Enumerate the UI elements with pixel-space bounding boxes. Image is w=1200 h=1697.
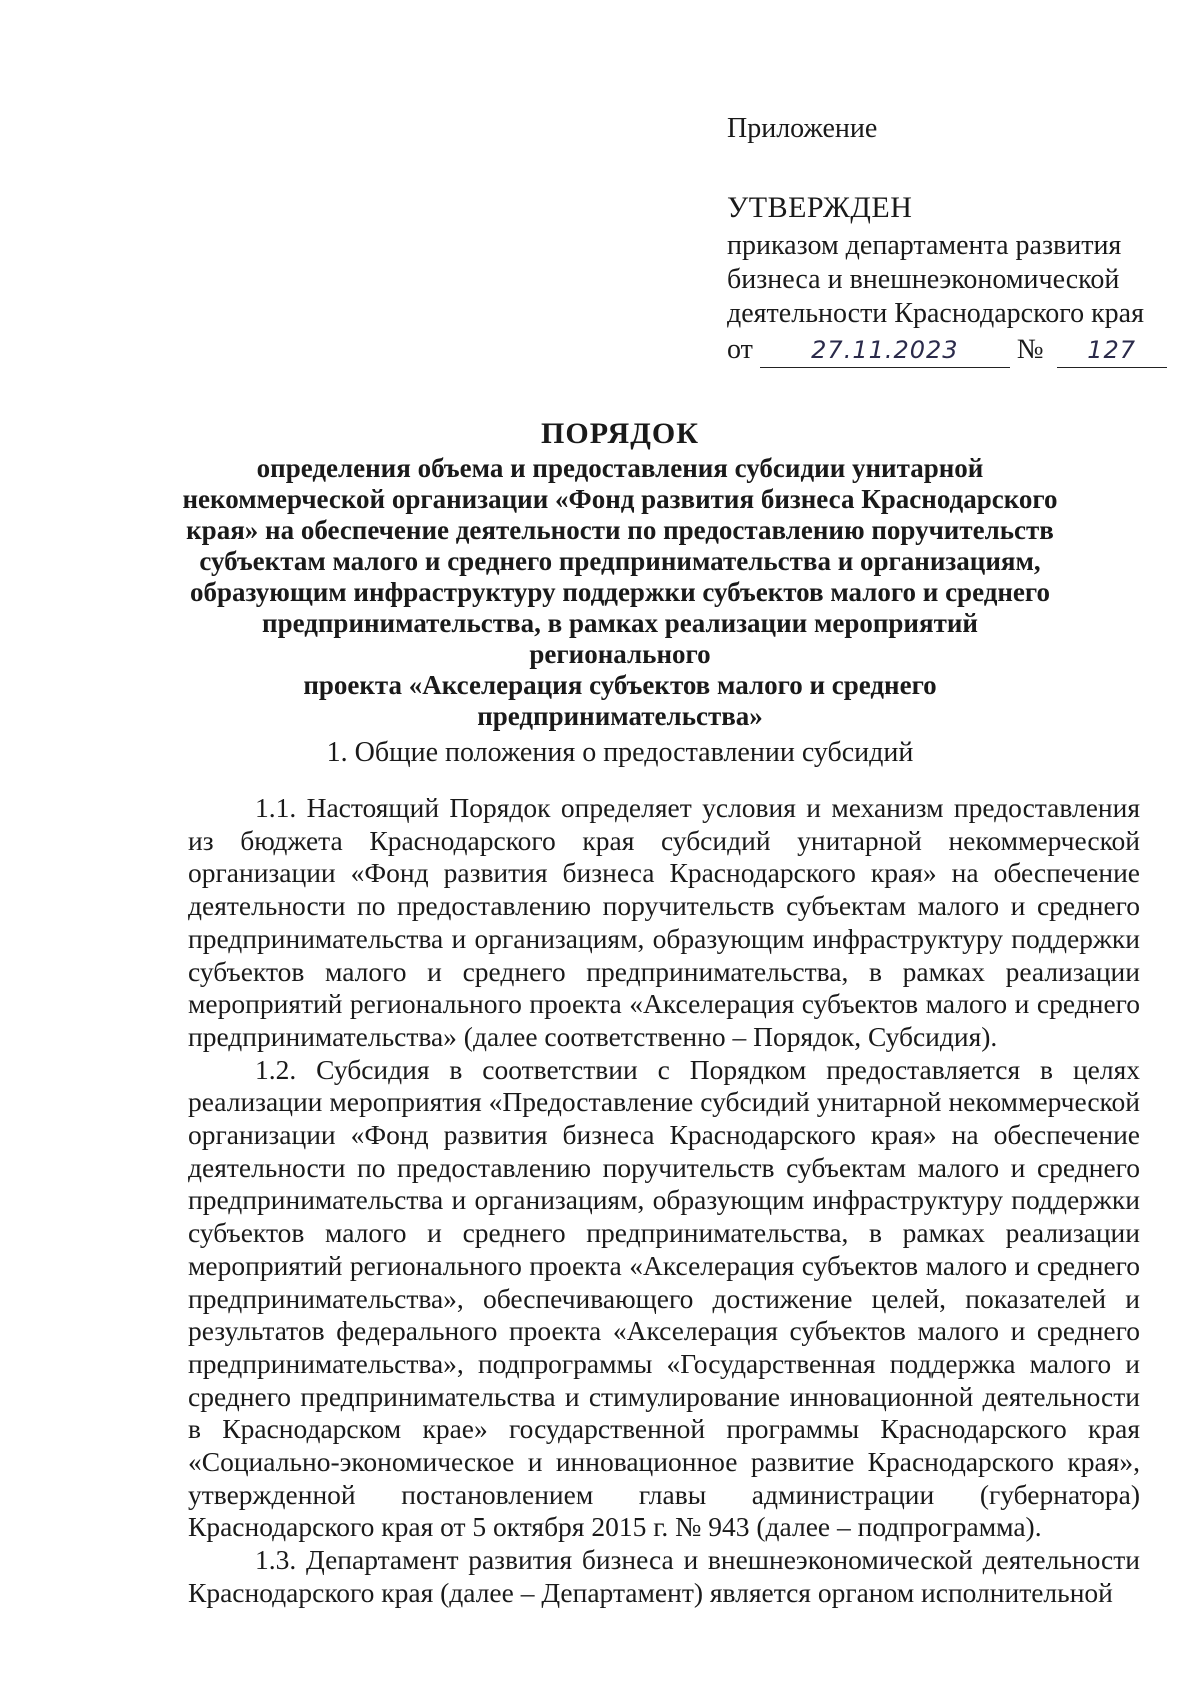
handwritten-date: 27.11.2023 [760, 333, 1010, 368]
approval-line: приказом департамента развития [727, 230, 1122, 261]
title-line: некоммерческой организации «Фонд развития бизнеса Краснодарского [182, 484, 1058, 514]
number-prefix: № [1016, 334, 1044, 365]
paragraph: 1.3. Департамент развития бизнеса и внешнеэкономической деятельности Краснодарского края (далее – Департамент) является органом исполнительной [188, 1544, 1140, 1608]
title-line: предпринимательства» [477, 701, 763, 731]
title-line: предпринимательства, в рамках реализации мероприятий регионального [262, 608, 978, 669]
date-prefix: от [727, 334, 753, 365]
title-main: ПОРЯДОК [541, 417, 699, 450]
handwritten-number: 127 [1057, 333, 1167, 368]
title-line: образующим инфраструктуру поддержки субъектов малого и среднего [190, 577, 1050, 607]
order-date-line [727, 333, 1167, 368]
approved-label: УТВЕРЖДЕН [727, 191, 913, 224]
title-line: субъектам малого и среднего предпринимательства и организациям, [199, 546, 1041, 576]
document-body [188, 792, 1140, 1610]
approval-block [727, 112, 1167, 396]
section-heading: 1. Общие положения о предоставлении субсидий [326, 737, 914, 768]
appendix-label: Приложение [727, 113, 878, 144]
paragraph: 1.1. Настоящий Порядок определяет условия и механизм предоставления из бюджета Краснодарского края субсидий унитарной некоммерческой организации «Фонд развития бизнеса Краснодарского края» на обеспечение деятельности по предоставлению поручительств субъектам малого и среднего предпринимательства и организациям, образующим инфраструктуру поддержки субъектов малого и среднего предпринимательства, в рамках реализации мероприятий регионального проекта «Акселерация субъектов малого и среднего предпринимательства» (далее соответственно – Порядок, Субсидия). [188, 792, 1140, 1052]
approval-line: деятельности Краснодарского края [727, 298, 1144, 329]
approval-line: бизнеса и внешнеэкономической [727, 264, 1120, 295]
title-line: края» на обеспечение деятельности по предоставлению поручительств [186, 515, 1054, 545]
paragraph: 1.2. Субсидия в соответствии с Порядком предоставляется в целях реализации мероприятия «Предоставление субсидий унитарной некоммерческой организации «Фонд развития бизнеса Краснодарского края» на обеспечение деятельности по предоставлению поручительств субъектам малого и среднего предпринимательства и организациям, образующим инфраструктуру поддержки субъектов малого и среднего предпринимательства, в рамках реализации мероприятий регионального проекта «Акселерация субъектов малого и среднего предпринимательства», обеспечивающего достижение целей, показателей и результатов федерального проекта «Акселерация субъектов малого и среднего предпринимательства», подпрограммы «Государственная поддержка малого и среднего предпринимательства и стимулирование инновационной деятельности в Краснодарском крае» государственной программы Краснодарского края «Социально-экономическое и инновационное развитие Краснодарского края», утвержденной постановлением главы администрации (губернатора) Краснодарского края от 5 октября 2015 г. № 943 (далее – подпрограмма). [188, 1053, 1140, 1543]
document-title [180, 418, 1060, 732]
title-line: проекта «Акселерация субъектов малого и среднего [303, 670, 937, 700]
title-line: определения объема и предоставления субсидии унитарной [256, 453, 984, 483]
